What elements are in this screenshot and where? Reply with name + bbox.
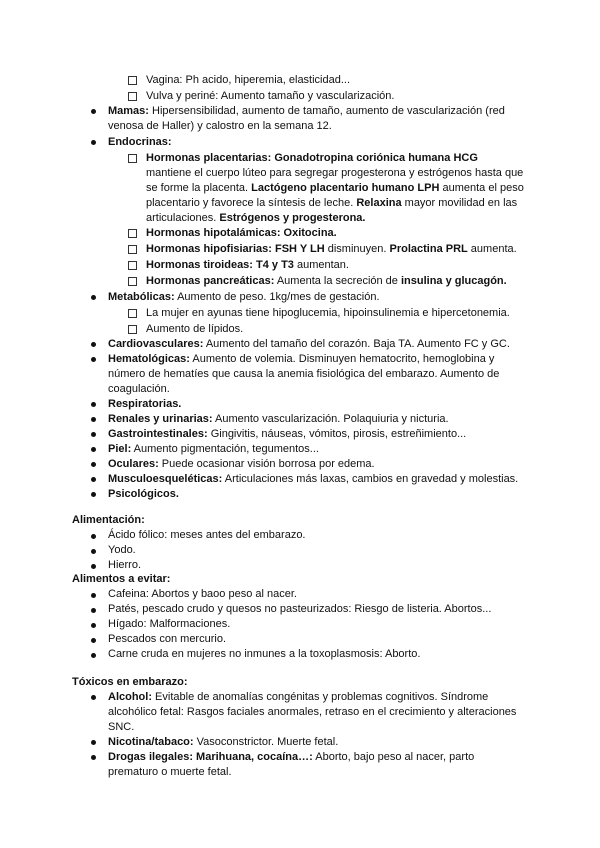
endocrinas-heading: Endocrinas: (108, 136, 172, 148)
bullet (91, 623, 96, 628)
bullet (91, 534, 96, 539)
alimentacion-item: Ácido fólico: meses antes del embarazo. (108, 529, 306, 541)
checkbox[interactable] (128, 245, 137, 254)
bullet (91, 417, 96, 422)
gastro-text: Gastrointestinales: Gingivitis, náuseas, vómitos, pirosis, estreñimiento... (108, 428, 467, 440)
mamas-line-1: Mamas: Hipersensibilidad, aumento de tamaño, aumento de vascularización (red (108, 105, 505, 117)
checkbox[interactable] (128, 76, 137, 85)
bullet (91, 477, 96, 482)
hemato-line-1: Hematológicas: Aumento de volemia. Disminuyen hematocrito, hemoglobina y (108, 353, 495, 365)
placentarias-line-1: mantiene el cuerpo lúteo para segregar progesterona y estrógenos hasta que (146, 167, 524, 179)
bullet (91, 653, 96, 658)
mamas-line-2: venosa de Haller) y calostro en la semana 12. (108, 120, 332, 132)
checkbox[interactable] (128, 154, 137, 163)
drogas-line-1: Drogas ilegales: Marihuana, cocaína…: Aborto, bajo peso al nacer, parto (108, 751, 475, 763)
bullet (91, 462, 96, 467)
bullet (91, 740, 96, 745)
nicotina-text: Nicotina/tabaco: Vasoconstrictor. Muerte fetal. (108, 736, 339, 748)
toxicos-heading: Tóxicos en embarazo: (72, 676, 188, 688)
pancreaticas-text: Hormonas pancreáticas: Aumenta la secreción de insulina y glucagón. (146, 275, 507, 287)
piel-text: Piel: Aumento pigmentación, tegumentos... (108, 443, 319, 455)
alimentacion-item: Hierro. (108, 559, 142, 571)
bullet (91, 492, 96, 497)
bullet (91, 638, 96, 643)
cardio-text: Cardiovasculares: Aumento del tamaño del corazón. Baja TA. Aumento FC y GC. (108, 338, 510, 350)
checkbox[interactable] (128, 92, 137, 101)
bullet (91, 432, 96, 437)
evitar-heading: Alimentos a evitar: (72, 573, 171, 585)
alimentacion-heading: Alimentación: (72, 514, 145, 526)
evitar-item: Cafeina: Abortos y baoo peso al nacer. (108, 588, 297, 600)
vulva-text: Vulva y periné: Aumento tamaño y vascularización. (146, 90, 395, 102)
hipotalamicas-text: Hormonas hipotalámicas: Oxitocina. (146, 227, 337, 239)
placentarias-line-3: placentario y favorece la síntesis de leche. Relaxina mayor movilidad en las (146, 197, 518, 209)
bullet (91, 593, 96, 598)
hemato-line-3: coagulación. (108, 383, 170, 395)
alimentacion-item: Yodo. (108, 544, 136, 556)
evitar-item: Patés, pescado crudo y quesos no pasteurizados: Riesgo de listeria. Abortos... (108, 603, 492, 615)
psico-text: Psicológicos. (108, 488, 179, 500)
alcohol-line-1: Alcohol: Evitable de anomalías congénitas y problemas cognitivos. Síndrome (108, 691, 489, 703)
respiratorias-text: Respiratorias. (108, 398, 182, 410)
evitar-item: Carne cruda en mujeres no inmunes a la toxoplasmosis: Aborto. (108, 648, 421, 660)
bullet (91, 140, 96, 145)
musculo-text: Musculoesqueléticas: Articulaciones más laxas, cambios en gravedad y molestias. (108, 473, 519, 485)
bullet (91, 549, 96, 554)
tiroideas-text: Hormonas tiroideas: T4 y T3 aumentan. (146, 259, 349, 271)
bullet (91, 447, 96, 452)
bullet (91, 755, 96, 760)
evitar-item: Pescados con mercurio. (108, 633, 226, 645)
hemato-line-2: número de hematíes que causa la anemia fisiológica del embarazo. Aumento de (108, 368, 500, 380)
hipofisiarias-text: Hormonas hipofisiarias: FSH Y LH disminuyen. Prolactina PRL aumenta. (146, 243, 517, 255)
placentarias-title: Hormonas placentarias: Gonadotropina coriónica humana HCG (146, 152, 478, 164)
checkbox[interactable] (128, 277, 137, 286)
metabolicas-sub-2: Aumento de lípidos. (146, 323, 244, 335)
alcohol-line-2: alcohólico fetal: Rasgos faciales anormales, retraso en el crecimiento y alteraciones (108, 706, 517, 718)
placentarias-line-4: articulaciones. Estrógenos y progesterona. (146, 212, 366, 224)
vagina-text: Vagina: Ph acido, hiperemia, elasticidad... (146, 74, 351, 86)
bullet (91, 357, 96, 362)
bullet (91, 402, 96, 407)
evitar-item: Hígado: Malformaciones. (108, 618, 231, 630)
bullet (91, 342, 96, 347)
bullet (91, 564, 96, 569)
checkbox[interactable] (128, 309, 137, 318)
checkbox[interactable] (128, 229, 137, 238)
alcohol-line-3: SNC. (108, 721, 135, 733)
metabolicas-text: Metabólicas: Aumento de peso. 1kg/mes de gestación. (108, 291, 380, 303)
placentarias-line-2: se forme la placenta. Lactógeno placentario humano LPH aumenta el peso (146, 182, 524, 194)
renales-text: Renales y urinarias: Aumento vascularización. Polaquiuria y nicturia. (108, 413, 449, 425)
bullet (91, 295, 96, 300)
checkbox[interactable] (128, 325, 137, 334)
bullet (91, 608, 96, 613)
metabolicas-sub-1: La mujer en ayunas tiene hipoglucemia, hipoinsulinemia e hipercetonemia. (146, 307, 510, 319)
drogas-line-2: prematuro o muerte fetal. (108, 766, 232, 778)
oculares-text: Oculares: Puede ocasionar visión borrosa por edema. (108, 458, 375, 470)
checkbox[interactable] (128, 261, 137, 270)
bullet (91, 695, 96, 700)
bullet (91, 109, 96, 114)
